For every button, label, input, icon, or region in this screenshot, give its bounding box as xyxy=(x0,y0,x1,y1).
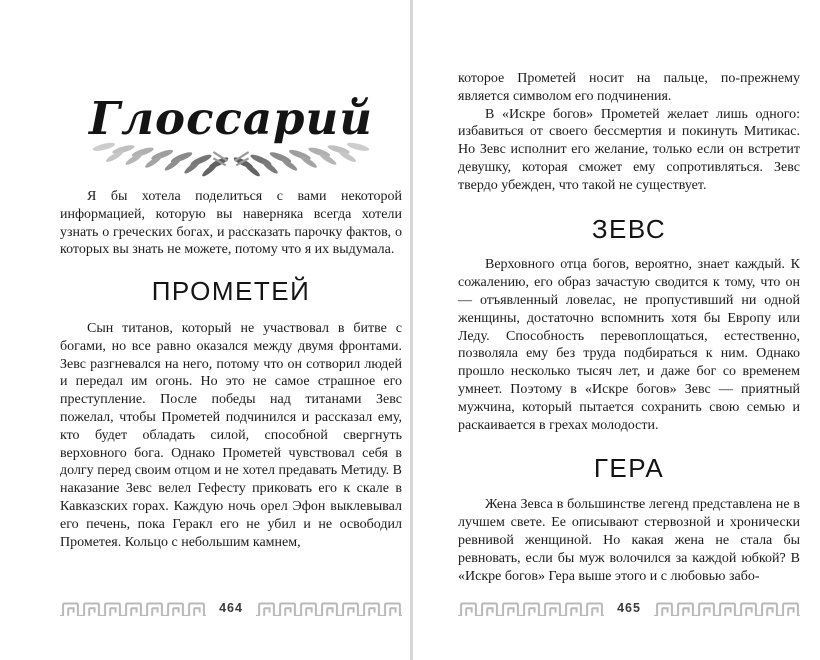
page-number-right: 465 xyxy=(617,600,641,615)
intro-paragraph: Я бы хотела поделиться с вами некоторой информацией, которую вы наверняка всегда хотели узнать о греческих богах, и рассказать парочку фактов, о которых вы знать не можете, потому что я их выдумала. xyxy=(60,189,402,258)
section-heading-hera: ГЕРА xyxy=(593,453,665,484)
greek-key-border-icon xyxy=(256,601,402,616)
section-heading-prometheus: ПРОМЕТЕЙ xyxy=(151,276,311,307)
section-heading-zeus: ЗЕВС xyxy=(591,213,667,244)
chapter-header xyxy=(60,92,402,179)
iskra-paragraph: В «Искре богов» Прометей желает лишь одного: избавиться от своего бессмертия и покинуть Митикас. Но Зевс исполнит его желание, только если он встретит девушку, которая сможет ему сопротивляться. Зевс твердо убежден, что такой не существует. xyxy=(458,106,800,193)
page-right xyxy=(413,0,820,660)
greek-key-border-icon xyxy=(60,601,206,616)
chapter-title: Глоссарий xyxy=(89,92,373,145)
hera-paragraph: Жена Зевса в большинстве легенд представлена не в лучшем свете. Ее описывают стервозной и хронически ревнивой женщиной. Но какая жена не стала бы ревновать, если бы муж волочился за каждой юбкой? В «Искре богов» Гера выше этого и с любовью забо- xyxy=(458,497,800,584)
greek-key-border-icon xyxy=(458,601,604,616)
continuation-paragraph: которое Прометей носит на пальце, по-прежнему является символом его подчинения. xyxy=(458,71,800,104)
page-footer-left xyxy=(60,600,402,616)
zeus-paragraph: Верховного отца богов, вероятно, знает каждый. К сожалению, его образ зачастую сводится к тому, что он — отъявленный ловелас, не пропустивший ни одной женщины, достаточно вспомнить хотя бы Европу или Леду. Способность перевоплощаться, естественно, позволяла ему без труда подбираться к ним. Однако прошло несколько тысяч лет, и даже бог со временем умнеет. Поэтому в «Искре богов» Зевс — приятный мужчина, который пытается сохранить свою семью и раскаивается в грехах молодости. xyxy=(458,257,800,433)
page-number-left: 464 xyxy=(219,600,243,615)
page-footer-right xyxy=(458,600,800,616)
prometheus-paragraph: Сын титанов, который не участвовал в битве с богами, но все равно оказался между двумя фронтами. Зевс разгневался на него, потому что он сотворил людей и передал им огонь. Но это не самое страшное его преступление. После победы над титанами Зевс пожелал, чтобы Прометей подчинился и рассказал ему, кто будет обладать силой, способной свергнуть верховного бога. Однако Прометей чувствовал себя в долгу перед своим отцом и не хотел предавать Метиду. В наказание Зевс велел Гефесту приковать его к скале в Кавказских горах. Каждую ночь орел Эфон выклевывал его печень, пока Геракл его не убил и не освободил Прометея. Кольцо с небольшим камнем, xyxy=(60,321,402,550)
greek-key-border-icon xyxy=(654,601,800,616)
